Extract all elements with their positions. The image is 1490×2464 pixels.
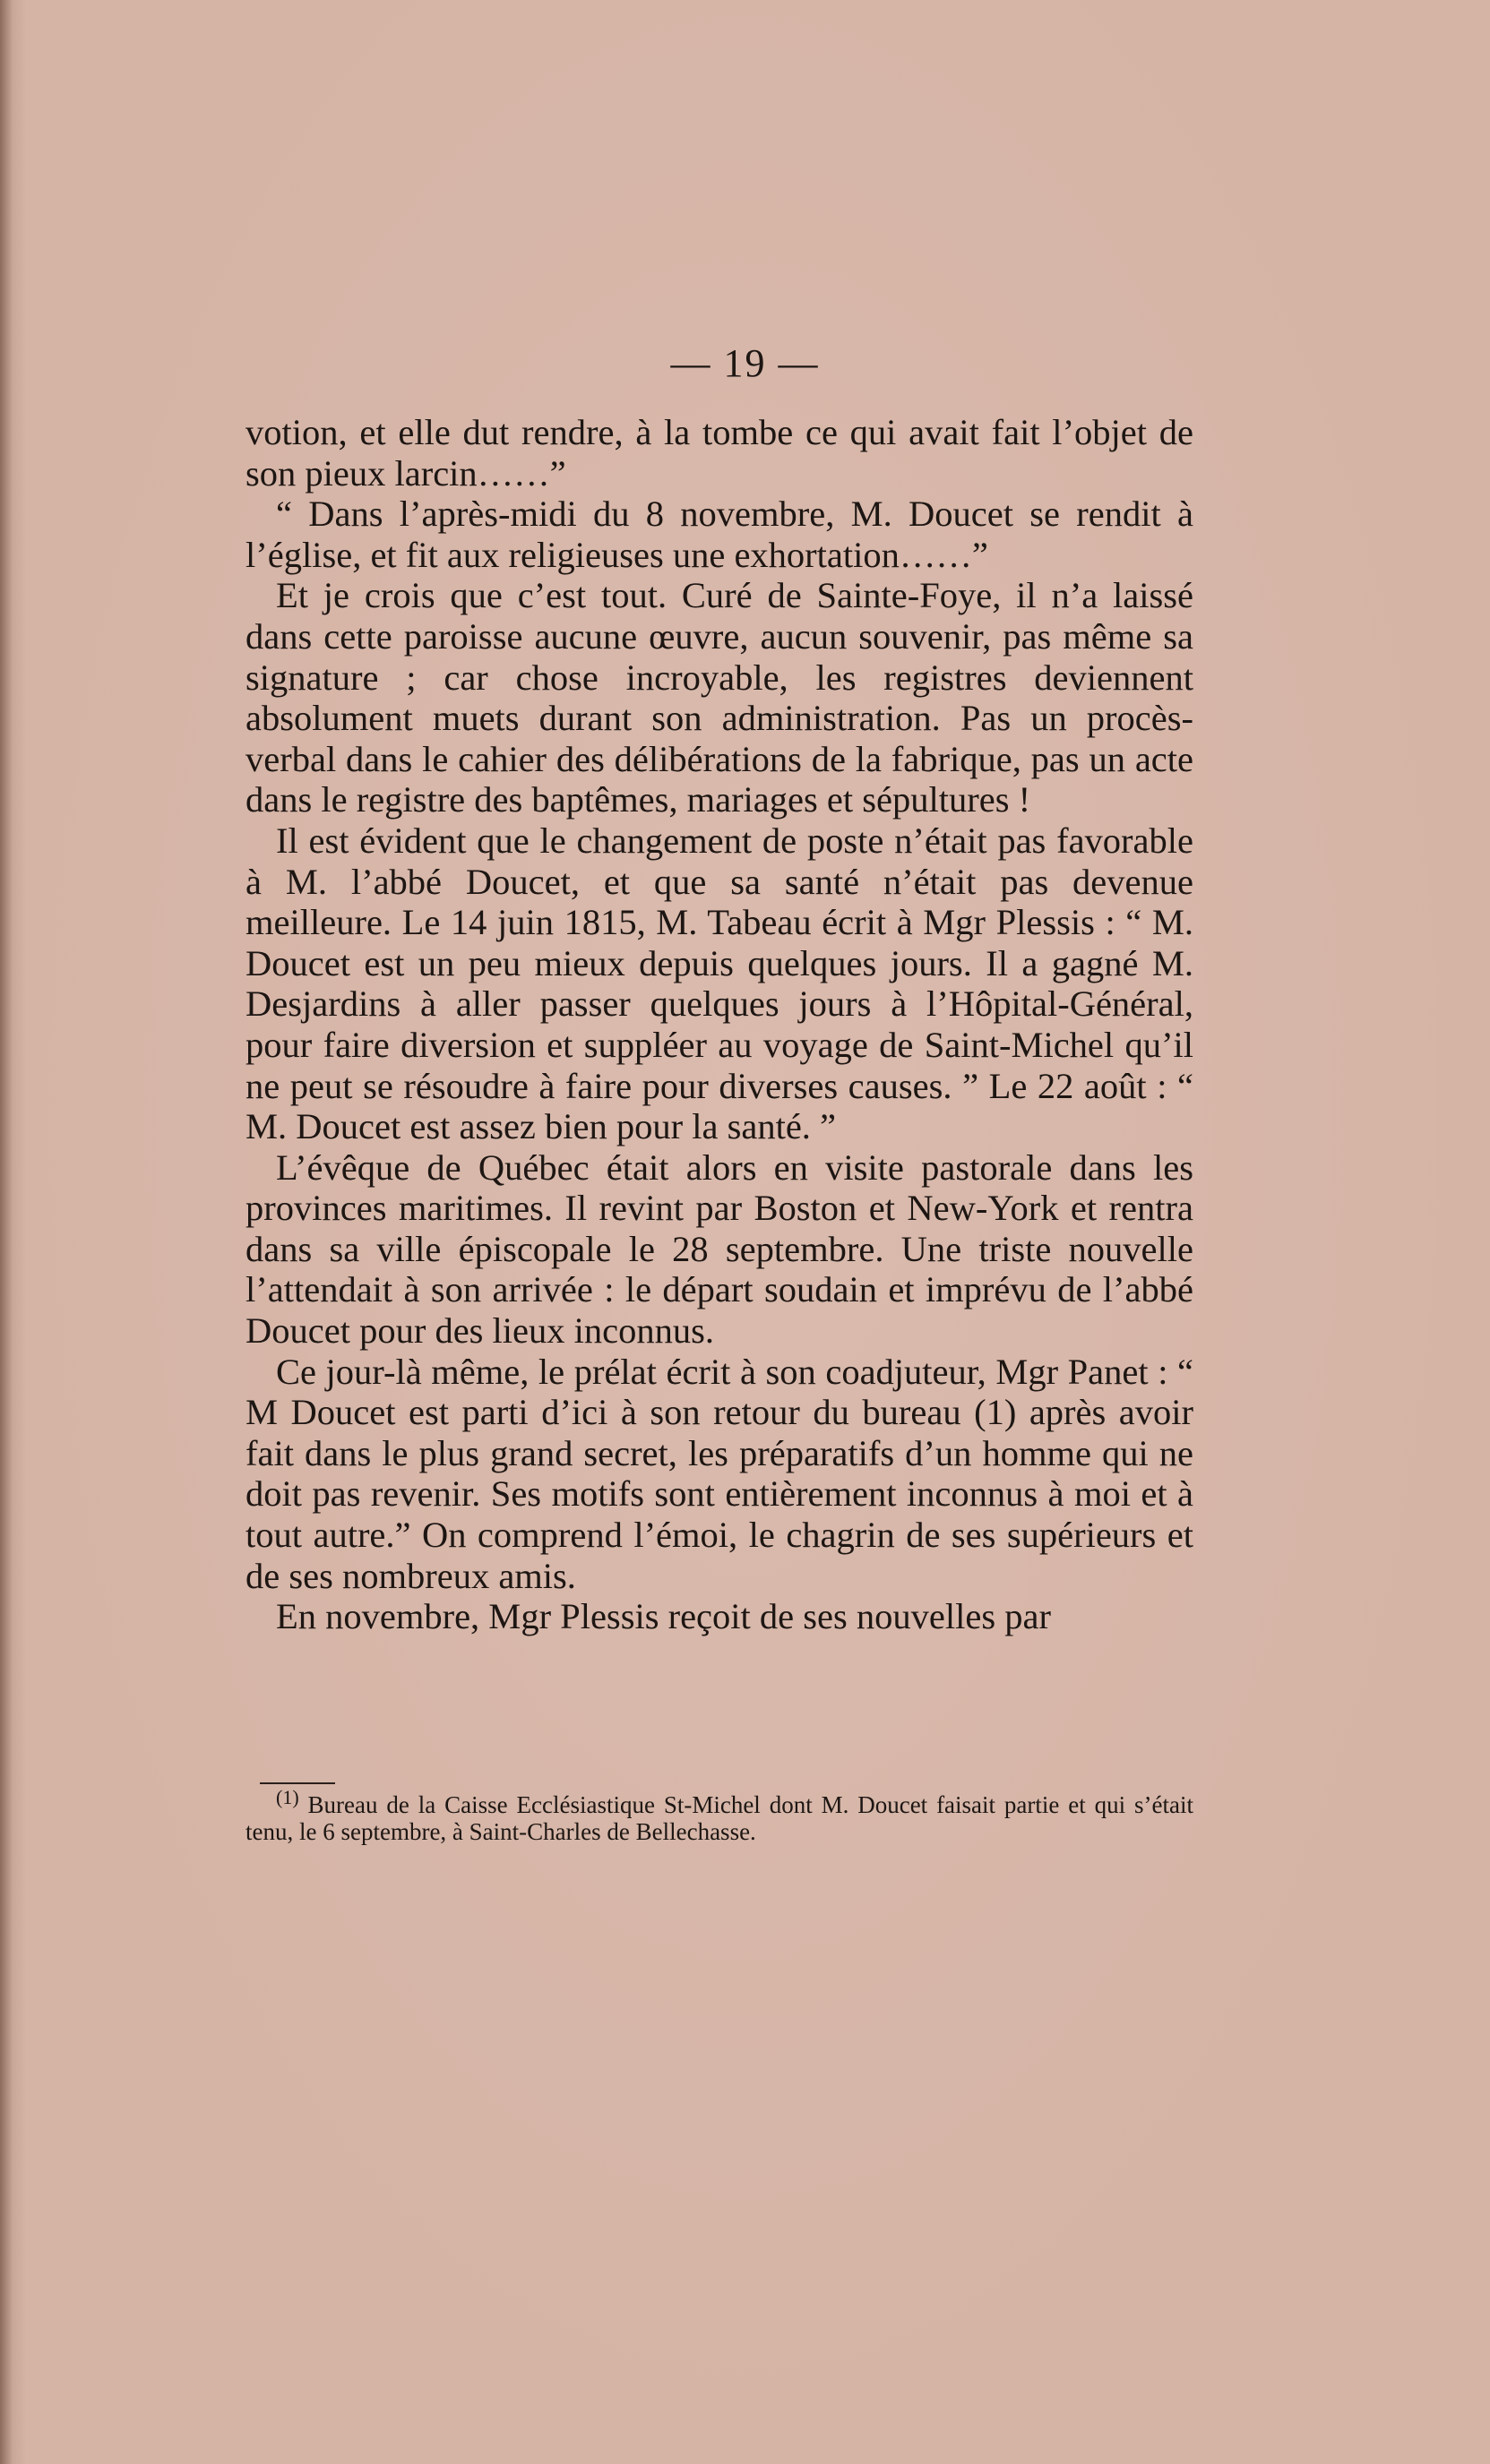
- footnote-mark: (1): [276, 1786, 299, 1808]
- paragraph-6-text-a: Ce jour-là même, le prélat écrit à son coadjuteur, Mgr Panet : “ M Doucet est parti d’ici à son retour du bureau: [245, 1351, 1193, 1433]
- footnote-divider: [260, 1782, 335, 1784]
- footnote-reference: (1): [974, 1392, 1017, 1433]
- paragraph-6: [245, 1352, 1193, 1597]
- body-text: [245, 412, 1193, 1637]
- footnote: [245, 1786, 1193, 1845]
- paragraph-2: “ Dans l’après-midi du 8 novembre, M. Doucet se rendit à l’église, et fit aux religieuses une exhortation……”: [245, 494, 1193, 575]
- paragraph-5: L’évêque de Québec était alors en visite pastorale dans les provinces maritimes. Il revint par Boston et New-York et rentra dans sa ville épiscopale le 28 septembre. Une triste nouvelle l’attendait à son arrivée : le départ soudain et imprévu de l’abbé Doucet pour des lieux inconnus.: [245, 1146, 1193, 1352]
- paragraph-3: Et je crois que c’est tout. Curé de Sainte-Foye, il n’a laissé dans cette paroisse aucune œuvre, aucun souvenir, pas même sa signature ; car chose incroyable, les registres deviennent absolument muets durant son administration. Pas un procès-verbal dans le cahier des délibérations de la fabrique, pas un acte dans le registre des baptêmes, mariages et sépultures !: [245, 575, 1193, 820]
- paragraph-6-text-b: après avoir fait dans le plus grand secret, les préparatifs d’un homme qui ne doit pas revenir. Ses motifs sont entièrement inconnus à moi et à tout autre.” On comprend l’émoi, le chagrin de ses supérieurs et de ses nombreux amis.: [245, 1392, 1193, 1596]
- paragraph-1: votion, et elle dut rendre, à la tombe ce qui avait fait l’objet de son pieux larcin……”: [245, 412, 1193, 494]
- footnote-paragraph: [245, 1786, 1193, 1845]
- footnote-text: Bureau de la Caisse Ecclésiastique St-Michel dont M. Doucet faisait partie et qui s’était tenu, le 6 septembre, à Saint-Charles de Bellechasse.: [245, 1791, 1193, 1845]
- paragraph-4: Il est évident que le changement de poste n’était pas favorable à M. l’abbé Doucet, et que sa santé n’était pas devenue meilleure. Le 14 juin 1815, M. Tabeau écrit à Mgr Plessis : “ M. Doucet est un peu mieux depuis quelques jours. Il a gagné M. Desjardins à aller passer quelques jours à l’Hôpital-Général, pour faire diversion et suppléer au voyage de Saint-Michel qu’il ne peut se résoudre à faire pour diverses causes. ” Le 22 août : “ M. Doucet est assez bien pour la santé. ”: [245, 820, 1193, 1147]
- paragraph-7: En novembre, Mgr Plessis reçoit de ses nouvelles par: [276, 1596, 1051, 1637]
- page-number: — 19 —: [670, 341, 820, 385]
